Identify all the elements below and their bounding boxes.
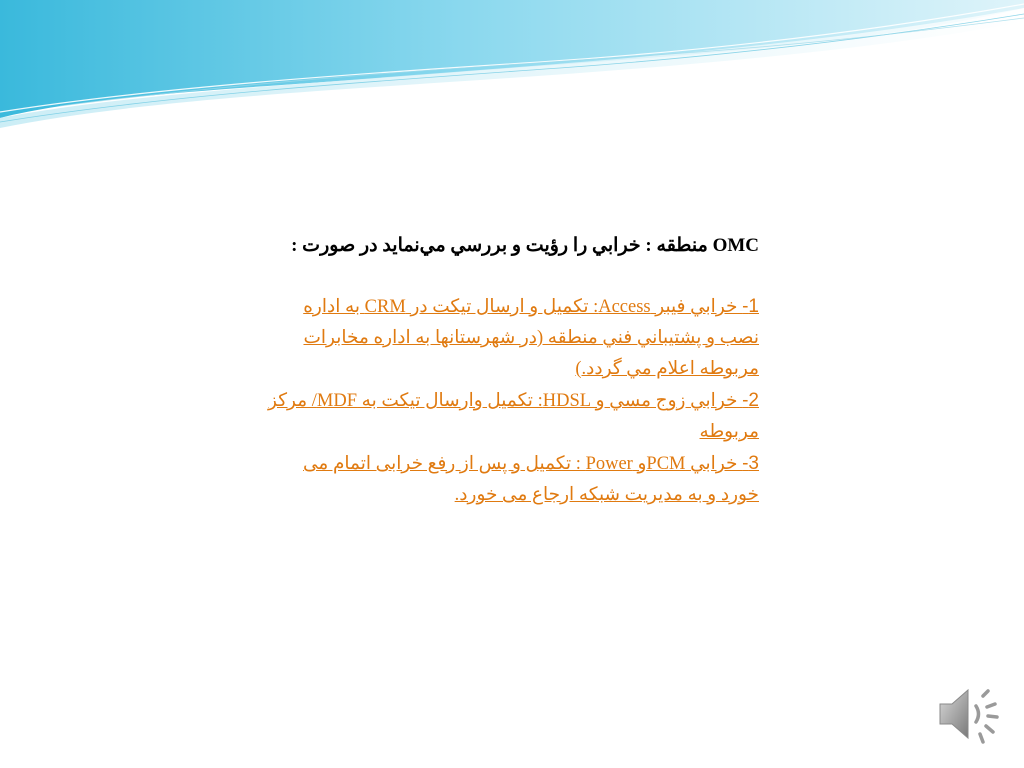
speaker-icon[interactable] bbox=[934, 682, 1004, 746]
item-text: خرابي PCMو Power : تکمیل و پس از رفع خرابی اتمام می خورد و به مدیریت شبکه ارجاع می خورد. bbox=[303, 454, 759, 505]
item-number: 1- bbox=[742, 296, 759, 317]
list-item-1[interactable] bbox=[265, 291, 759, 385]
item-number: 3- bbox=[742, 453, 759, 474]
list-item-3[interactable] bbox=[265, 448, 759, 511]
header-wave-decoration bbox=[0, 0, 1024, 140]
item-number: 2- bbox=[742, 390, 759, 411]
text-body bbox=[265, 230, 759, 511]
item-text: خرابي زوج مسي و HDSL: تكميل وارسال تيكت به MDF/ مركز مربوطه bbox=[268, 391, 759, 442]
list-item-2[interactable] bbox=[265, 385, 759, 448]
item-text: خرابي فيبر Access: تكميل و ارسال تيكت در CRM به اداره نصب و پشتيباني فني منطقه (در شهرستانها به اداره مخابرات مربوطه اعلام مي گردد.) bbox=[303, 297, 759, 379]
slide-heading: OMC منطقه : خرابي را رؤيت و بررسي مي‌نمايد در صورت : bbox=[291, 235, 759, 256]
